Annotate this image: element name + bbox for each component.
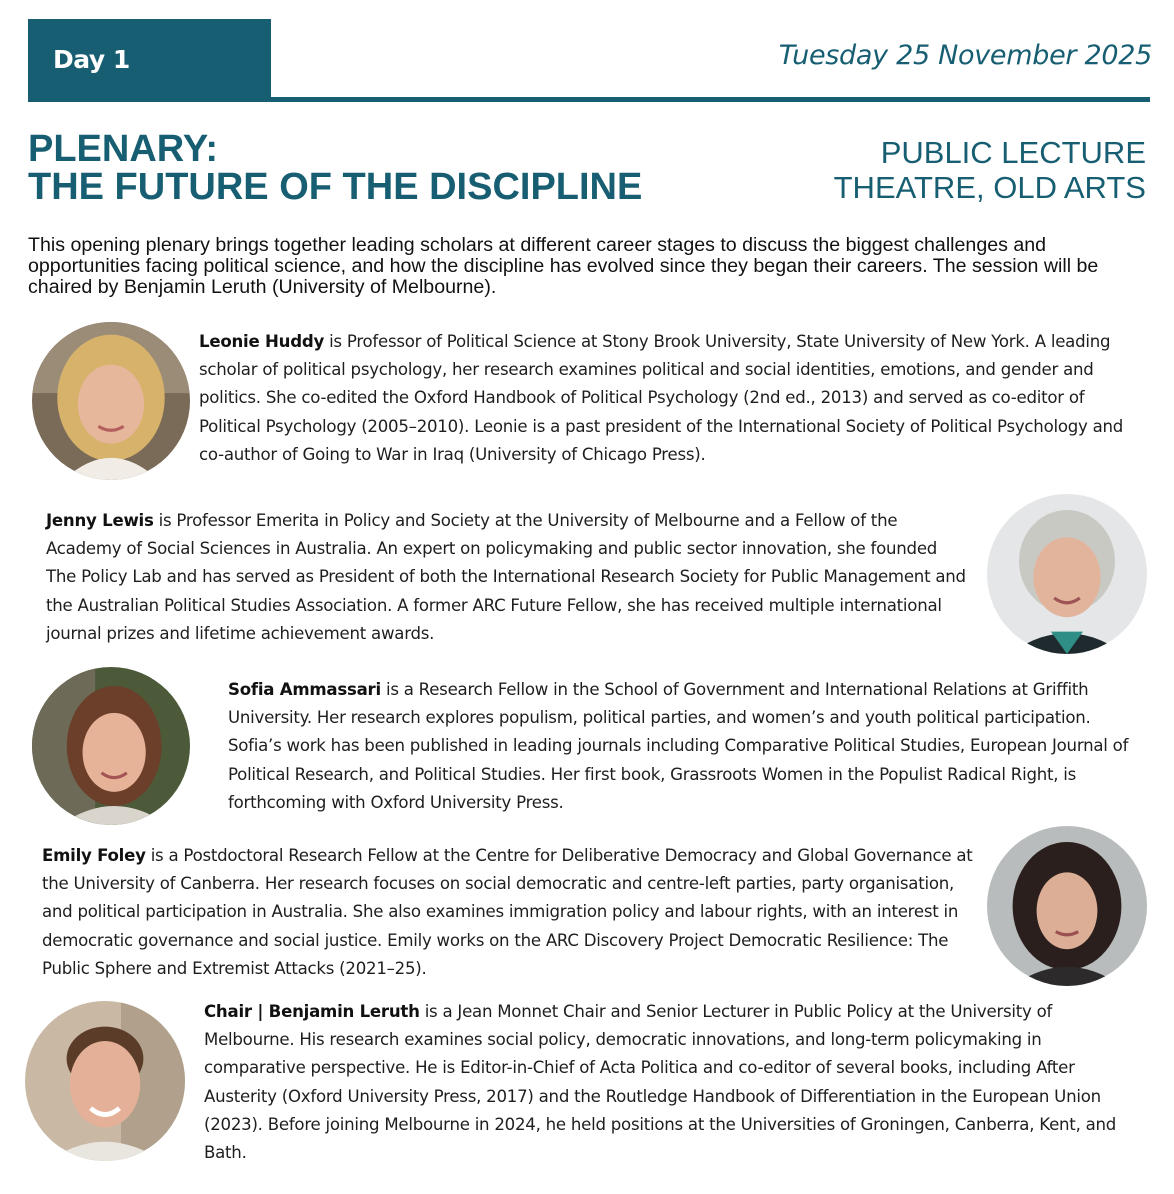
speaker-bio-text: is Professor Emerita in Policy and Society at the University of Melbourne and a Fellow of the Academy of Social Sciences in Australia. An expert on policymaking and public sector innovation, she founded The Policy Lab and has served as President of both the International Research Society for Public Management and the Australian Political Studies Association. A former ARC Future Fellow, she has received multiple international journal prizes and lifetime achievement awards. bbox=[46, 511, 966, 643]
speaker-name: Emily Foley bbox=[42, 846, 146, 865]
speaker-bio-text: is a Jean Monnet Chair and Senior Lecturer in Public Policy at the University of Melbourne. His research examines social policy, democratic innovations, and long-term policymaking in comparative perspective. He is Editor-in-Chief of Acta Politica and co-editor of several books, including After Austerity (Oxford University Press, 2017) and the Routledge Handbook of Differentiation in the European Union (2023). Before joining Melbourne in 2024, he held positions at the Universities of Groningen, Canberra, Kent, and Bath. bbox=[204, 1002, 1117, 1163]
speaker-photo-emily-foley bbox=[987, 826, 1147, 986]
session-date: Tuesday 25 November 2025 bbox=[778, 40, 1152, 71]
speaker-photo-jenny-lewis bbox=[987, 494, 1147, 654]
session-intro: This opening plenary brings together leading scholars at different career stages to discuss the biggest challenges and opportunities facing political science, and how the discipline has evolved since they began their careers. The session will be chaired by Benjamin Leruth (University of Melbourne). bbox=[28, 234, 1099, 298]
session-venue bbox=[834, 135, 1146, 205]
session-title-line2: THE FUTURE OF THE DISCIPLINE bbox=[28, 166, 643, 208]
speaker-bio-text: is a Research Fellow in the School of Government and International Relations at Griffith University. Her research explores populism, political parties, and women’s and youth political participation. Sofia’s work has been published in leading journals including Comparative Political Studies, European Journal of Political Research, and Political Studies. Her first book, Grassroots Women in the Populist Radical Right, is forthcoming with Oxford University Press. bbox=[228, 680, 1129, 812]
speaker-bio-sofia-ammassari bbox=[228, 676, 1143, 817]
session-title bbox=[28, 130, 642, 206]
speaker-bio-leonie-huddy bbox=[199, 328, 1129, 469]
speaker-name: Chair | Benjamin Leruth bbox=[204, 1002, 420, 1021]
speaker-photo-sofia-ammassari bbox=[32, 667, 190, 825]
speaker-bio-text: is Professor of Political Science at Stony Brook University, State University of New York. A leading scholar of political psychology, her research examines political and social identities, emotions, and gender and politics. She co-edited the Oxford Handbook of Political Psychology (2nd ed., 2013) and served as co-editor of Political Psychology (2005–2010). Leonie is a past president of the International Society of Political Psychology and co-author of Going to War in Iraq (University of Chicago Press). bbox=[199, 332, 1124, 464]
venue-line2: THEATRE, OLD ARTS bbox=[833, 170, 1146, 205]
venue-line1: PUBLIC LECTURE bbox=[880, 135, 1146, 170]
speaker-photo-benjamin-leruth bbox=[25, 1001, 185, 1161]
speaker-name: Jenny Lewis bbox=[46, 511, 154, 530]
speaker-name: Leonie Huddy bbox=[199, 332, 325, 351]
day-label: Day 1 bbox=[28, 19, 271, 100]
speaker-bio-jenny-lewis bbox=[46, 507, 971, 648]
speaker-photo-leonie-huddy bbox=[32, 322, 190, 480]
speaker-bio-emily-foley bbox=[42, 842, 977, 983]
header-divider bbox=[28, 97, 1150, 102]
speaker-bio-benjamin-leruth bbox=[204, 998, 1129, 1167]
speaker-bio-text: is a Postdoctoral Research Fellow at the Centre for Deliberative Democracy and Global Governance at the University of Canberra. Her research focuses on social democratic and centre-left parties, party organisation, and political participation in Australia. She also examines immigration policy and labour rights, with an interest in democratic governance and social justice. Emily works on the ARC Discovery Project Democratic Resilience: The Public Sphere and Extremist Attacks (2021–25). bbox=[42, 846, 973, 978]
speaker-name: Sofia Ammassari bbox=[228, 680, 381, 699]
session-title-line1: PLENARY: bbox=[28, 128, 218, 170]
